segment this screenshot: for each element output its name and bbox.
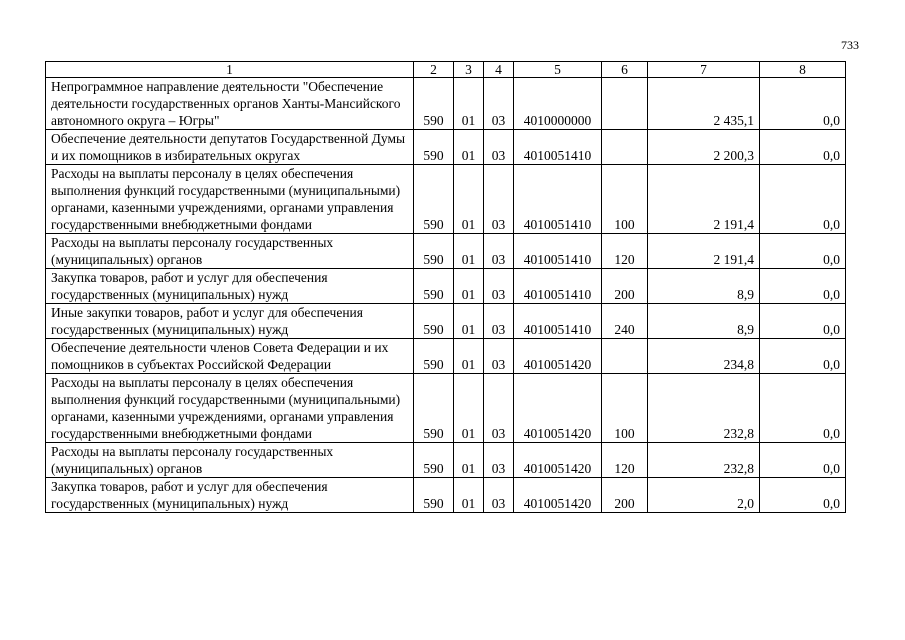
amount-cell: 8,9: [648, 304, 760, 339]
target-article-cell: 4010051410: [514, 165, 602, 234]
amount-cell: 0,0: [760, 234, 846, 269]
admin-code-cell: 590: [414, 374, 454, 443]
subsection-cell: 03: [484, 304, 514, 339]
subsection-cell: 03: [484, 339, 514, 374]
admin-code-cell: 590: [414, 304, 454, 339]
expense-type-cell: [602, 339, 648, 374]
column-header: 3: [454, 62, 484, 78]
table-row: [46, 165, 846, 234]
row-name-cell: Расходы на выплаты персоналу в целях обеспечения выполнения функций государственными (муниципальными) органами, казенными учреждениями, органами управления государственными внебюджетными фондами: [46, 374, 414, 443]
amount-cell: 0,0: [760, 130, 846, 165]
target-article-cell: 4010000000: [514, 78, 602, 130]
section-cell: 01: [454, 78, 484, 130]
expense-type-cell: 200: [602, 478, 648, 513]
section-cell: 01: [454, 374, 484, 443]
row-name-cell: Закупка товаров, работ и услуг для обеспечения государственных (муниципальных) нужд: [46, 269, 414, 304]
amount-cell: 2 191,4: [648, 165, 760, 234]
row-name-cell: Закупка товаров, работ и услуг для обеспечения государственных (муниципальных) нужд: [46, 478, 414, 513]
section-cell: 01: [454, 234, 484, 269]
column-header: 2: [414, 62, 454, 78]
column-header: 8: [760, 62, 846, 78]
admin-code-cell: 590: [414, 234, 454, 269]
amount-cell: 232,8: [648, 374, 760, 443]
table-body: [46, 78, 846, 513]
subsection-cell: 03: [484, 478, 514, 513]
section-cell: 01: [454, 443, 484, 478]
expense-type-cell: [602, 130, 648, 165]
subsection-cell: 03: [484, 234, 514, 269]
row-name-cell: Обеспечение деятельности депутатов Государственной Думы и их помощников в избирательных округах: [46, 130, 414, 165]
row-name-cell: Расходы на выплаты персоналу государственных (муниципальных) органов: [46, 443, 414, 478]
target-article-cell: 4010051420: [514, 443, 602, 478]
section-cell: 01: [454, 165, 484, 234]
subsection-cell: 03: [484, 130, 514, 165]
amount-cell: 2 200,3: [648, 130, 760, 165]
admin-code-cell: 590: [414, 269, 454, 304]
column-header: 5: [514, 62, 602, 78]
row-name-cell: Иные закупки товаров, работ и услуг для обеспечения государственных (муниципальных) нужд: [46, 304, 414, 339]
amount-cell: 2,0: [648, 478, 760, 513]
column-header: 7: [648, 62, 760, 78]
subsection-cell: 03: [484, 78, 514, 130]
expense-type-cell: 240: [602, 304, 648, 339]
expense-type-cell: 120: [602, 443, 648, 478]
expense-type-cell: 200: [602, 269, 648, 304]
column-header: 4: [484, 62, 514, 78]
amount-cell: 2 435,1: [648, 78, 760, 130]
target-article-cell: 4010051410: [514, 234, 602, 269]
target-article-cell: 4010051420: [514, 339, 602, 374]
amount-cell: 2 191,4: [648, 234, 760, 269]
section-cell: 01: [454, 269, 484, 304]
column-header: 1: [46, 62, 414, 78]
amount-cell: 0,0: [760, 443, 846, 478]
target-article-cell: 4010051410: [514, 269, 602, 304]
target-article-cell: 4010051420: [514, 374, 602, 443]
table-row: [46, 374, 846, 443]
section-cell: 01: [454, 478, 484, 513]
amount-cell: 0,0: [760, 339, 846, 374]
amount-cell: 0,0: [760, 374, 846, 443]
table-header-row: [46, 62, 846, 78]
row-name-cell: Расходы на выплаты персоналу в целях обеспечения выполнения функций государственными (муниципальными) органами, казенными учреждениями, органами управления государственными внебюджетными фондами: [46, 165, 414, 234]
amount-cell: 0,0: [760, 478, 846, 513]
section-cell: 01: [454, 304, 484, 339]
row-name-cell: Обеспечение деятельности членов Совета Федерации и их помощников в субъектах Российской Федерации: [46, 339, 414, 374]
admin-code-cell: 590: [414, 165, 454, 234]
table-row: [46, 339, 846, 374]
section-cell: 01: [454, 339, 484, 374]
table-row: [46, 234, 846, 269]
table-row: [46, 130, 846, 165]
expense-type-cell: 120: [602, 234, 648, 269]
admin-code-cell: 590: [414, 443, 454, 478]
row-name-cell: Расходы на выплаты персоналу государственных (муниципальных) органов: [46, 234, 414, 269]
table-row: [46, 78, 846, 130]
subsection-cell: 03: [484, 374, 514, 443]
target-article-cell: 4010051420: [514, 478, 602, 513]
admin-code-cell: 590: [414, 478, 454, 513]
amount-cell: 0,0: [760, 269, 846, 304]
subsection-cell: 03: [484, 165, 514, 234]
subsection-cell: 03: [484, 443, 514, 478]
table-row: [46, 478, 846, 513]
amount-cell: 0,0: [760, 165, 846, 234]
expense-type-cell: 100: [602, 374, 648, 443]
page-number: 733: [841, 38, 859, 52]
target-article-cell: 4010051410: [514, 304, 602, 339]
table-row: [46, 304, 846, 339]
amount-cell: 232,8: [648, 443, 760, 478]
subsection-cell: 03: [484, 269, 514, 304]
amount-cell: 0,0: [760, 78, 846, 130]
expense-type-cell: 100: [602, 165, 648, 234]
table-row: [46, 443, 846, 478]
amount-cell: 234,8: [648, 339, 760, 374]
amount-cell: 0,0: [760, 304, 846, 339]
admin-code-cell: 590: [414, 130, 454, 165]
target-article-cell: 4010051410: [514, 130, 602, 165]
budget-table: [45, 61, 846, 513]
column-header: 6: [602, 62, 648, 78]
row-name-cell: Непрограммное направление деятельности "Обеспечение деятельности государственных органов Ханты-Мансийского автономного округа – Югры": [46, 78, 414, 130]
expense-type-cell: [602, 78, 648, 130]
admin-code-cell: 590: [414, 339, 454, 374]
table-row: [46, 269, 846, 304]
admin-code-cell: 590: [414, 78, 454, 130]
amount-cell: 8,9: [648, 269, 760, 304]
section-cell: 01: [454, 130, 484, 165]
